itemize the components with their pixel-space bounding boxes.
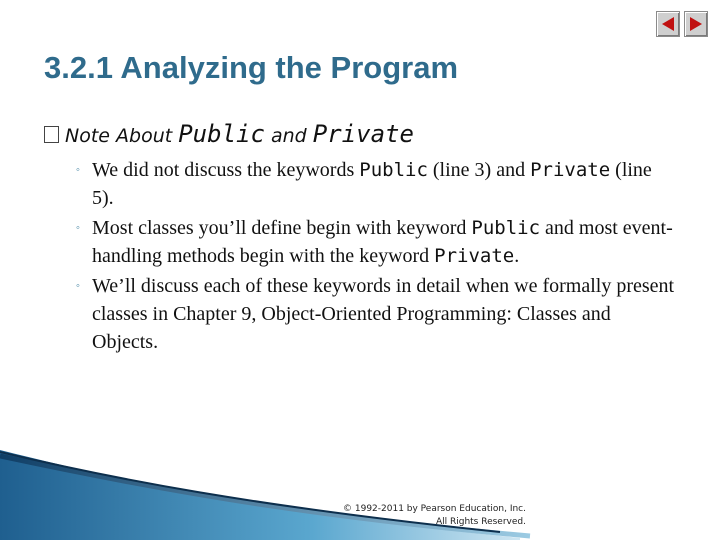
keyword-private: Private [434,245,515,267]
point-text: (line 5). [92,159,652,209]
list-item [76,156,676,212]
keyword-public: Public [359,159,428,181]
copyright-line: © 1992-2011 by Pearson Education, Inc. [343,504,526,514]
previous-slide-button[interactable] [656,11,680,37]
point-text: We did not discuss the keywords [92,159,360,181]
triangle-right-icon [688,16,704,32]
point-text: Most classes you’ll define begin with keyword [92,217,472,239]
slide-title: 3.2.1 Analyzing the Program [44,50,459,85]
keyword-private: Private [530,159,611,181]
circle-bullet-icon: ◦ [76,280,80,292]
point-text: (line 3) and [427,159,531,181]
heading-keyword-public: Public [178,120,265,148]
next-slide-button[interactable] [684,11,708,37]
section-heading [44,120,414,148]
list-item [76,214,676,270]
list-item [76,272,676,356]
copyright-notice [322,503,526,529]
bullet-list [76,156,676,358]
heading-keyword-private: Private [312,120,414,148]
circle-bullet-icon: ◦ [76,222,80,234]
keyword-public: Public [471,217,541,239]
heading-text-2: and [264,125,313,147]
point-text: . [514,245,520,267]
rights-line: All Rights Reserved. [435,517,526,527]
slide-navigation [656,11,708,37]
heading-text-1: Note About [65,125,179,147]
triangle-left-icon [660,16,676,32]
circle-bullet-icon: ◦ [76,164,80,176]
point-text: We’ll discuss each of these keywords in detail when we formally present classes in Chapter 9, Object-Oriented Programming: Classes and Objects. [92,275,675,353]
point-text: and most event-handling methods begin with the keyword [92,217,673,267]
box-bullet-icon [44,126,59,143]
